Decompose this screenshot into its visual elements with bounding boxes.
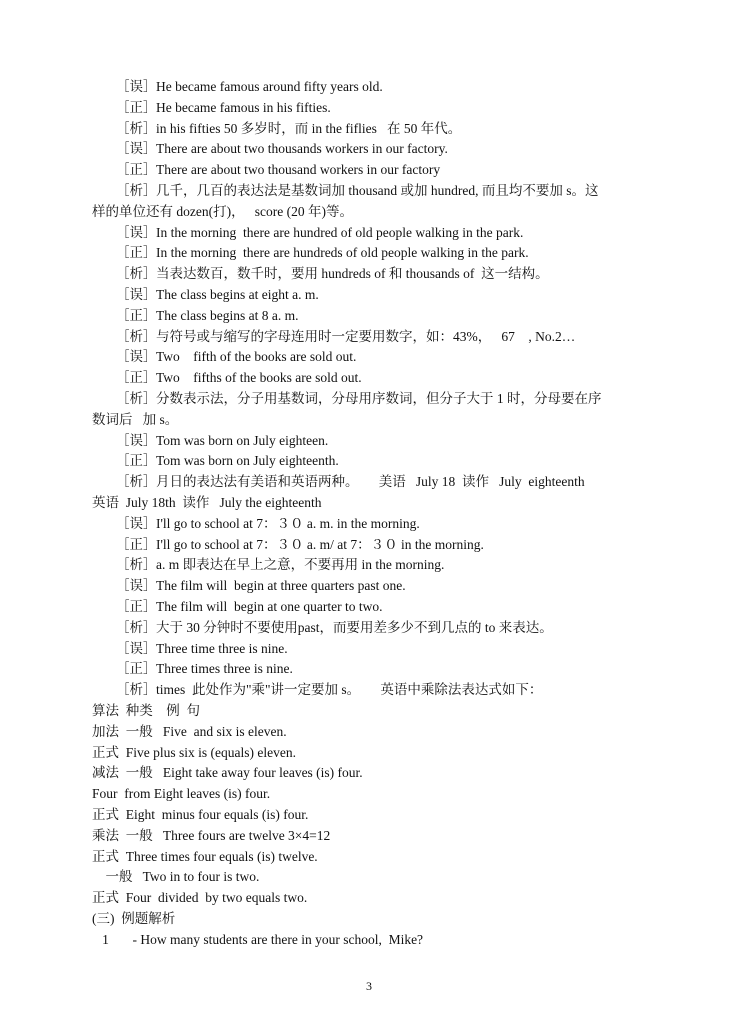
text-line — [92, 847, 650, 867]
line-text: times 此处作为"乘"讲一定要加 s。 英语中乘除法表达式如下： — [156, 682, 543, 698]
page-number: 3 — [366, 979, 372, 993]
line-tag: ［正］ — [116, 99, 157, 115]
line-tag: ［误］ — [116, 141, 157, 157]
text-line — [92, 472, 650, 492]
line-text: The film will begin at three quarters past one. — [156, 578, 406, 594]
line-text: 一般 Two in to four is two. — [92, 869, 260, 885]
line-text: 几千，几百的表达法是基数词加 thousand 或加 hundred, 而且均不要加 s。这 — [156, 183, 599, 198]
text-line — [92, 306, 650, 326]
text-line — [92, 431, 650, 451]
line-text: Three time three is nine. — [156, 640, 288, 656]
line-tag: ［析］ — [116, 266, 157, 282]
line-text: 分数表示法，分子用基数词，分母用序数词，但分子大于 1 时，分母要在序 — [156, 391, 602, 406]
text-line — [92, 410, 650, 430]
text-line — [92, 763, 650, 783]
text-line — [92, 223, 650, 243]
line-text: 当表达数百，数千时，要用 hundreds of 和 thousands of 这一结构。 — [156, 266, 549, 282]
text-line — [92, 98, 650, 118]
line-text: in his fifties 50 多岁时，而 in the fiflies 在 50 年代。 — [156, 120, 462, 136]
line-text: 正式 Five plus six is (equals) eleven. — [92, 744, 296, 760]
line-text: 英语 July 18th 读作 July the eighteenth — [92, 495, 322, 510]
line-text: Two fifths of the books are sold out. — [156, 370, 362, 386]
line-text: 正式 Three times four equals (is) twelve. — [92, 848, 318, 864]
line-text: 乘法 一般 Three fours are twelve 3×4=12 — [92, 827, 331, 843]
text-line — [92, 493, 650, 513]
line-tag: ［析］ — [116, 619, 157, 635]
line-text: 数词后 加 s。 — [92, 411, 179, 427]
text-line — [92, 784, 650, 804]
line-text: In the morning there are hundred of old people walking in the park. — [156, 224, 524, 240]
line-text: I'll go to school at 7：３０ a. m. in the morning. — [156, 515, 420, 531]
text-line — [92, 285, 650, 305]
text-line — [92, 618, 650, 638]
line-text: The class begins at 8 a. m. — [156, 307, 299, 323]
text-line — [92, 867, 650, 887]
line-text: Three times three is nine. — [156, 661, 293, 677]
line-tag: ［析］ — [116, 120, 157, 136]
line-text: I'll go to school at 7：３０ a. m/ at 7：３０ in the morning. — [156, 536, 484, 552]
line-tag: ［正］ — [116, 370, 157, 386]
text-line — [92, 514, 650, 534]
line-text: There are about two thousand workers in our factory — [156, 162, 441, 178]
text-line — [92, 701, 650, 721]
line-text: Two fifth of the books are sold out. — [156, 349, 357, 365]
line-text: (三) 例题解析 — [92, 911, 176, 926]
text-line — [92, 160, 650, 180]
line-tag: ［误］ — [116, 349, 157, 365]
text-line — [92, 451, 650, 471]
line-text: 正式 Four divided by two equals two. — [92, 890, 308, 906]
text-line — [92, 576, 650, 596]
line-tag: ［析］ — [116, 682, 157, 698]
line-tag: ［误］ — [116, 79, 157, 94]
text-line — [92, 930, 650, 950]
line-text: a. m 即表达在早上之意，不要再用 in the morning. — [156, 557, 445, 573]
text-line — [92, 119, 650, 139]
line-text: He became famous in his fifties. — [156, 99, 331, 115]
line-text: 1 - How many students are there in your school, Mike? — [92, 931, 424, 947]
line-tag: ［误］ — [116, 224, 157, 240]
line-text: 减法 一般 Eight take away four leaves (is) four. — [92, 765, 363, 781]
text-line — [92, 202, 650, 222]
line-text: Four from Eight leaves (is) four. — [92, 786, 271, 802]
line-text: The film will begin at one quarter to two. — [156, 599, 383, 614]
line-tag: ［误］ — [116, 287, 157, 302]
text-line — [92, 243, 650, 263]
text-line — [92, 264, 650, 284]
line-text: He became famous around fifty years old. — [156, 79, 383, 94]
text-line — [92, 139, 650, 159]
line-tag: ［误］ — [116, 640, 157, 656]
line-tag: ［析］ — [116, 328, 157, 344]
text-line — [92, 722, 650, 742]
text-line — [92, 639, 650, 659]
text-line — [92, 327, 650, 347]
line-tag: ［析］ — [116, 557, 157, 573]
text-line — [92, 77, 650, 97]
line-text: 样的单位还有 dozen(打)， score (20 年)等。 — [92, 203, 353, 219]
text-line — [92, 909, 650, 929]
line-tag: ［析］ — [116, 474, 157, 490]
text-line — [92, 535, 650, 555]
line-tag: ［误］ — [116, 432, 157, 448]
line-text: Tom was born on July eighteen. — [156, 432, 329, 448]
text-line — [92, 659, 650, 679]
text-line — [92, 743, 650, 763]
text-line — [92, 805, 650, 825]
line-tag: ［正］ — [116, 536, 157, 552]
line-text: In the morning there are hundreds of old people walking in the park. — [156, 245, 529, 261]
line-text: 与符号或与缩写的字母连用时一定要用数字，如：43%， 67 , No.2… — [156, 328, 576, 344]
line-tag: ［正］ — [116, 162, 157, 178]
line-tag: ［正］ — [116, 245, 157, 261]
text-line — [92, 826, 650, 846]
line-text: The class begins at eight a. m. — [156, 287, 319, 302]
text-line — [92, 389, 650, 409]
line-tag: ［析］ — [116, 391, 157, 406]
line-tag: ［正］ — [116, 599, 157, 614]
line-tag: ［正］ — [116, 661, 157, 677]
text-line — [92, 597, 650, 617]
line-tag: ［正］ — [116, 453, 157, 469]
text-line — [92, 555, 650, 575]
text-line — [92, 368, 650, 388]
line-text: 正式 Eight minus four equals (is) four. — [92, 807, 309, 822]
line-text: 加法 一般 Five and six is eleven. — [92, 723, 287, 739]
line-tag: ［误］ — [116, 578, 157, 594]
line-text: 月日的表达法有美语和英语两种。 美语 July 18 读作 July eighteenth — [156, 474, 585, 490]
text-line — [92, 181, 650, 201]
line-text: Tom was born on July eighteenth. — [156, 453, 339, 469]
line-text: 算法 种类 例 句 — [92, 703, 200, 718]
text-line — [92, 347, 650, 367]
line-tag: ［误］ — [116, 515, 157, 531]
text-line — [92, 680, 650, 700]
line-text: There are about two thousands workers in our factory. — [156, 141, 448, 157]
line-text: 大于 30 分钟时不要使用past，而要用差多少不到几点的 to 来表达。 — [156, 619, 553, 635]
text-line — [92, 888, 650, 908]
line-tag: ［析］ — [116, 183, 157, 198]
line-tag: ［正］ — [116, 307, 157, 323]
